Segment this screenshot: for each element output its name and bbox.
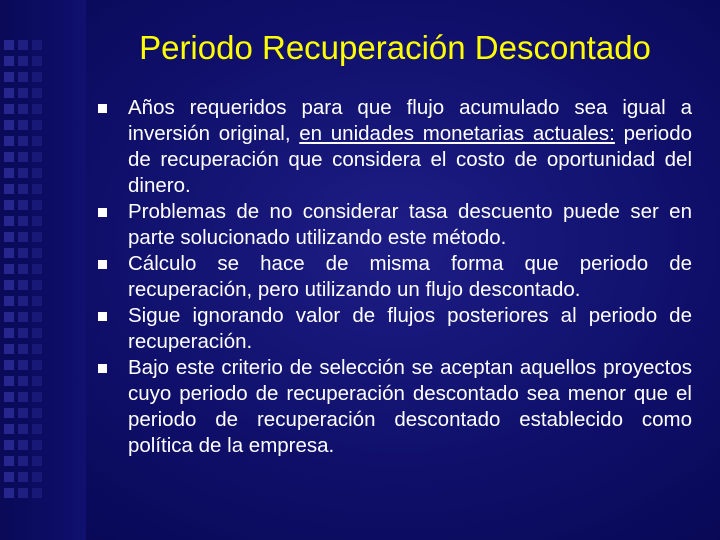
bullet-text: Sigue ignorando valor de flujos posteriores al periodo de recuperación. — [128, 304, 692, 353]
square-bullet-icon — [98, 104, 107, 113]
square-bullet-icon — [98, 260, 107, 269]
decorative-squares-column — [18, 40, 28, 500]
bullet-list — [96, 95, 692, 459]
bullet-text: Años requeridos para que flujo acumulado sea igual a inversión original, — [128, 96, 692, 145]
decorative-squares-column — [4, 40, 14, 500]
bullet-text: periodo de recuperación que considera el costo de oportunidad del dinero. — [128, 122, 692, 197]
bullet-item — [96, 251, 692, 303]
bullet-item — [96, 199, 692, 251]
bullet-text: Bajo este criterio de selección se aceptan aquellos proyectos cuyo periodo de recuperación descontado sea menor que el periodo de recuperación descontado establecido como política de la empresa. — [128, 356, 692, 457]
square-bullet-icon — [98, 364, 107, 373]
square-bullet-icon — [98, 208, 107, 217]
bullet-underlined-text: en unidades monetarias actuales: — [299, 122, 615, 145]
bullet-item — [96, 355, 692, 459]
bullet-text: Problemas de no considerar tasa descuento puede ser en parte solucionado utilizando este método. — [128, 200, 692, 249]
left-decorative-strip — [0, 0, 86, 540]
decorative-squares-column — [32, 40, 42, 500]
bullet-item — [96, 95, 692, 199]
bullet-text: Cálculo se hace de misma forma que periodo de recuperación, pero utilizando un flujo descontado. — [128, 252, 692, 301]
slide-title: Periodo Recuperación Descontado — [139, 29, 651, 66]
square-bullet-icon — [98, 312, 107, 321]
bullet-item — [96, 303, 692, 355]
